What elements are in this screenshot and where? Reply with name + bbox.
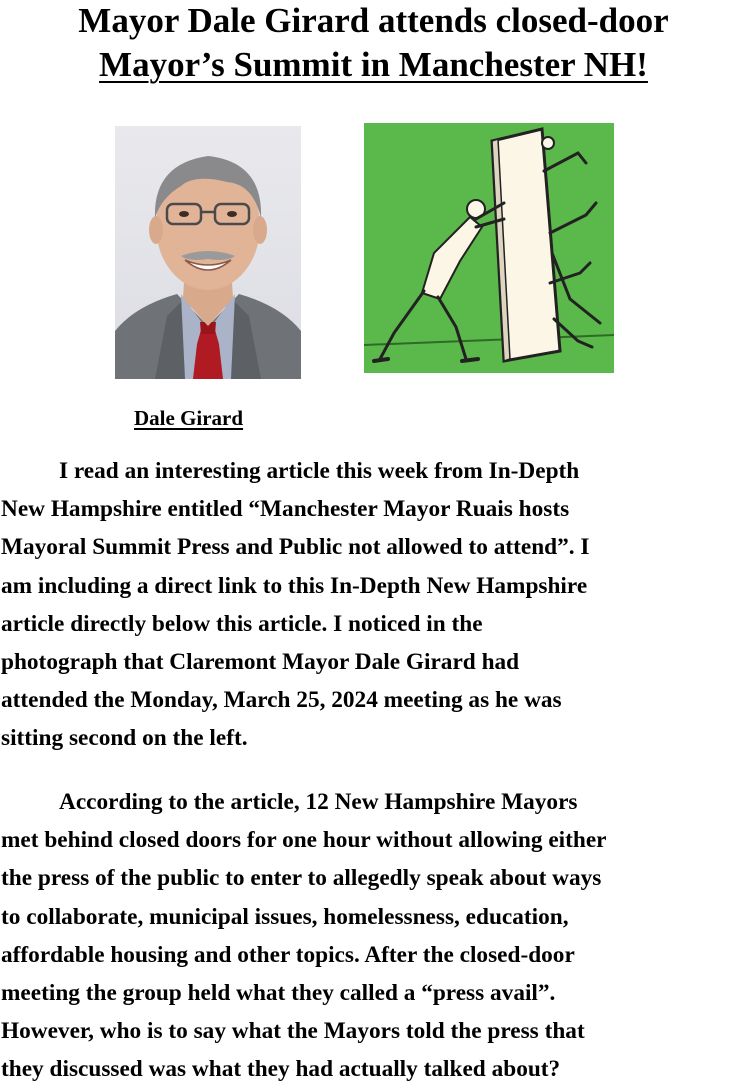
portrait-drawing bbox=[115, 126, 301, 379]
headline-line-1: Mayor Dale Girard attends closed-door bbox=[78, 1, 669, 40]
headline-line-2: Mayor’s Summit in Manchester NH! bbox=[99, 45, 648, 84]
article-paragraph-1: I read an interesting article this week from In-Depth New Hampshire entitled “Manchester Mayor Ruais hosts Mayoral Summit Press and Public not allowed to attend”. I am including a direct link to this In-Depth New Hampshire article directly below this article. I noticed in the photograph that Claremont Mayor Dale Girard had attended the Monday, March 25, 2024 meeting as he was sitting second on the left. bbox=[1, 458, 590, 752]
article-paragraph-2: According to the article, 12 New Hampshire Mayors met behind closed doors for one hour without allowing either the press of the public to enter to allegedly speak about ways to collaborate, municipal issues, homelessness, education, affordable housing and other topics. After the closed-door meeting the group held what they called a “press avail”. However, who is to say what the Mayors told the press that they discussed was what they had actually talked about? bbox=[1, 789, 607, 1083]
page-title bbox=[0, 0, 747, 87]
people-pushing-door-illustration bbox=[364, 123, 614, 373]
photo-caption: Dale Girard bbox=[134, 406, 244, 430]
dale-girard-portrait bbox=[115, 126, 301, 379]
people-pushing-door-icon bbox=[364, 123, 614, 373]
